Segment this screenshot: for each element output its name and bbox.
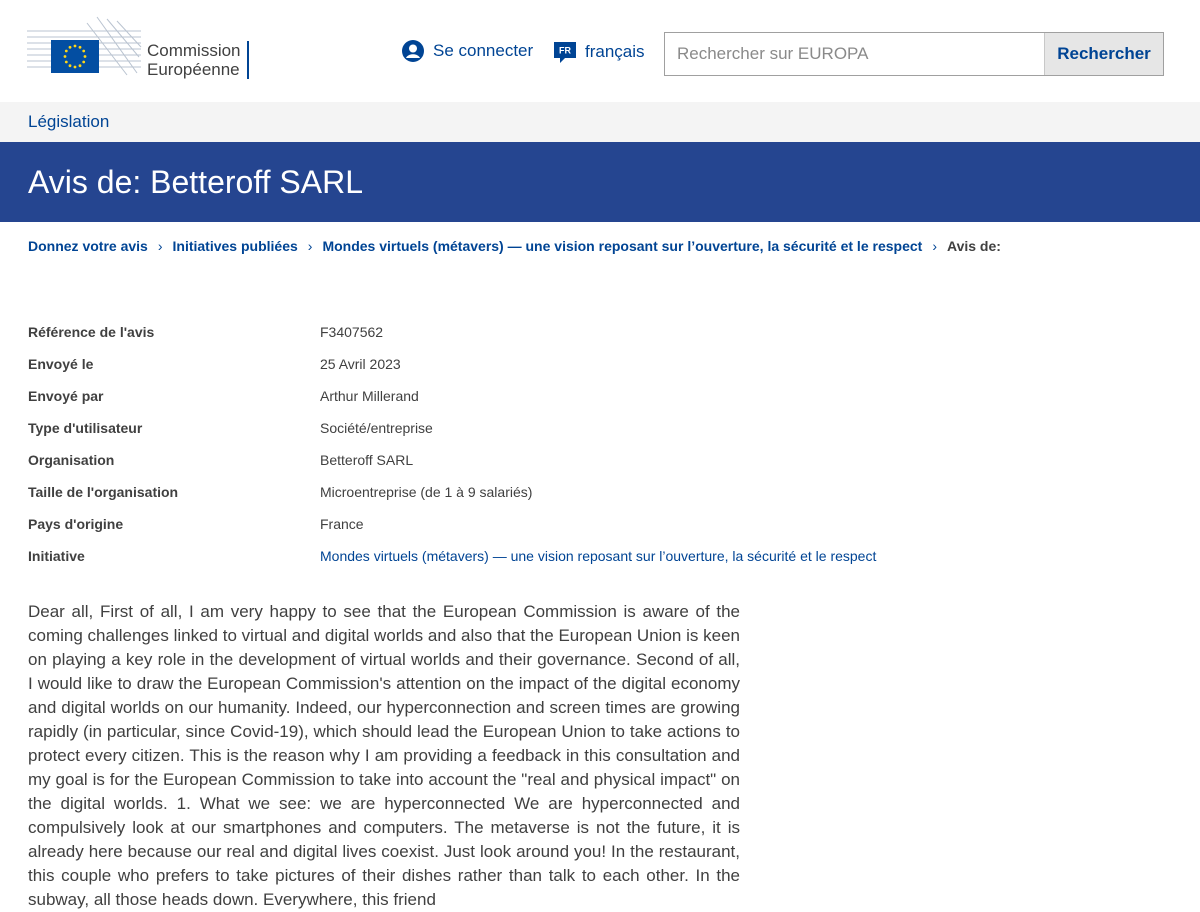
user-icon (402, 40, 424, 62)
chevron-right-icon: › (157, 238, 163, 254)
login-label: Se connecter (433, 41, 534, 60)
page-title: Avis de: Betteroff SARL (28, 164, 363, 200)
language-label: français (585, 42, 645, 61)
logo-line-1: Commission (147, 41, 241, 60)
feedback-text: Dear all, First of all, I am very happy to see that the European Commission is aware of the coming challenges linked to virtual and digital worlds and also that the European Union is keen on playing a key role in the development of virtual worlds and their governance. Second of all, I would like to draw the European Commission's attention on the impact of the digital economy and digital worlds on our humanity. Indeed, our hyperconnection and screen times are growing rapidly (in particular, since Covid-19), which should lead the European Union to take actions to protect every citizen. This is the reason why I am providing a feedback in this consultation and my goal is for the European Commission to take into account the "real and physical impact" on the digital worlds. 1. What we see: we are hyperconnected We are hyperconnected and compulsively look at our smartphones and computers. The metaverse is not the future, it is already here because our real and digital lives coexist. Just look around you! In the restaurant, this couple who prefers to take pictures of their dishes rather than talk to each other. In the subway, all those heads down. Everywhere, this friend (28, 602, 740, 909)
page-title-banner (0, 142, 1200, 222)
breadcrumb-current: Avis de: (946, 238, 1001, 254)
initiative-link[interactable]: Mondes virtuels (métavers) — une vision reposant sur l’ouverture, la sécurité et le respect (320, 548, 877, 564)
detail-row (28, 540, 1200, 572)
search-bar (664, 32, 1164, 76)
detail-value: France (320, 516, 364, 532)
detail-value: Betteroff SARL (320, 452, 414, 468)
detail-label: Taille de l'organisation (28, 484, 179, 500)
eu-flag-logo-icon (27, 17, 141, 75)
detail-row (28, 476, 1200, 508)
login-link[interactable] (402, 40, 533, 62)
search-button[interactable]: Rechercher (1044, 33, 1163, 75)
detail-value: Arthur Millerand (320, 388, 419, 404)
detail-value: Société/entreprise (320, 420, 433, 436)
detail-label: Pays d'origine (28, 516, 124, 532)
breadcrumb-item-published-initiatives[interactable]: Initiatives publiées (172, 238, 298, 254)
sub-navigation (0, 102, 1200, 142)
logo-line-2: Européenne (147, 60, 240, 79)
detail-label: Type d'utilisateur (28, 420, 143, 436)
detail-row (28, 380, 1200, 412)
logo-text (147, 41, 249, 79)
feedback-details (0, 316, 1200, 572)
detail-label: Initiative (28, 548, 85, 564)
detail-value: 25 Avril 2023 (320, 356, 401, 372)
site-header (0, 0, 1200, 102)
detail-row (28, 316, 1200, 348)
detail-row (28, 508, 1200, 540)
breadcrumb-item-initiative[interactable]: Mondes virtuels (métavers) — une vision reposant sur l’ouverture, la sécurité et le respect (322, 238, 923, 254)
detail-row (28, 348, 1200, 380)
language-code: FR (559, 45, 571, 56)
detail-row (28, 412, 1200, 444)
breadcrumb-item-give-feedback[interactable]: Donnez votre avis (28, 238, 148, 254)
detail-label: Envoyé par (28, 388, 104, 404)
breadcrumb (0, 222, 1200, 270)
detail-label: Envoyé le (28, 356, 94, 372)
detail-value: Microentreprise (de 1 à 9 salariés) (320, 484, 533, 500)
commission-logo[interactable] (27, 17, 247, 77)
legislation-link[interactable]: Législation (28, 112, 110, 131)
chevron-right-icon: › (932, 238, 937, 254)
detail-label: Organisation (28, 452, 115, 468)
language-selector[interactable] (553, 40, 645, 64)
search-input[interactable] (665, 33, 1044, 75)
chevron-right-icon: › (307, 238, 313, 254)
detail-row (28, 444, 1200, 476)
language-bubble-icon (553, 40, 577, 64)
detail-label: Référence de l'avis (28, 324, 155, 340)
detail-value: F3407562 (320, 324, 384, 340)
